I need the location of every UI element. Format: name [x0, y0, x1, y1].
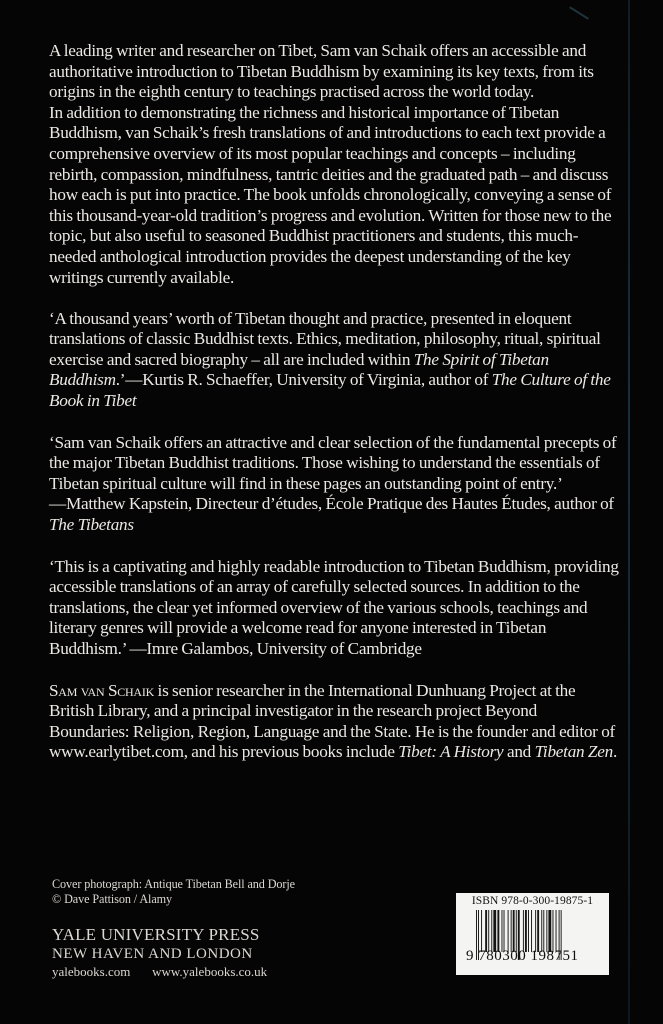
blurb-schaeffer — [49, 309, 619, 412]
blurb-quote-end: .’ — [115, 370, 126, 390]
barcode-bar — [553, 910, 554, 952]
barcode-bar — [516, 910, 517, 952]
blurb-attribution: —Imre Galambos, University of Cambridge — [125, 638, 422, 658]
book-spine-edge — [628, 0, 630, 1024]
barcode-bar — [485, 910, 487, 952]
description-paragraph-1: A leading writer and researcher on Tibet, Sam van Schaik offers an accessible and authoritative introduction to Tibetan Buddhism by examining its key texts, from its origins in the eighth century to teachings practised across the world today. — [49, 41, 594, 102]
barcode-bar — [511, 910, 512, 952]
barcode-bar — [513, 910, 515, 952]
cover-credit-line: Cover photograph: Antique Tibetan Bell and Dorje — [52, 877, 295, 891]
barcode-bar — [504, 910, 505, 952]
blurb-galambos — [49, 557, 619, 660]
back-cover-text — [49, 41, 619, 763]
author-name: Sam van Schaik — [49, 680, 154, 700]
barcode-bar — [531, 910, 532, 952]
blurb-attribution: —Kurtis R. Schaeffer, University of Virginia, author of — [125, 370, 492, 390]
barcode-bar — [523, 910, 524, 952]
barcode-bar — [528, 910, 529, 952]
book-title: The Spirit of Tibetan Buddhism — [49, 349, 549, 390]
book-title: The Tibetans — [49, 514, 134, 534]
book-title: The Culture of the Book in Tibet — [49, 370, 611, 410]
publisher-cities: NEW HAVEN AND LONDON — [52, 946, 253, 962]
blurb-quote: ‘Sam van Schaik offers an attractive and clear selection of the fundamental precepts of the major Tibetan Buddhist traditions. Those wishing to understand the essentials of Tibetan spiritual culture will find in these pages an outstanding point of entry.’ — [49, 432, 617, 493]
barcode-bar — [508, 910, 509, 952]
barcode-bar — [556, 910, 557, 952]
scan-speck — [569, 6, 589, 19]
barcode-bar — [481, 910, 482, 952]
cover-credit — [52, 877, 295, 906]
blurb-quote: ‘A thousand years’ worth of Tibetan thought and practice, presented in eloquent translations of classic Buddhist texts. Ethics, meditation, philosophy, ritual, spiritual exercise and sacred biography – all are included within — [49, 308, 601, 369]
publisher-websites: yalebooks.com www.yalebooks.co.uk — [52, 964, 268, 979]
blurb-kapstein — [49, 433, 619, 536]
barcode-bar — [491, 910, 492, 952]
isbn-label: ISBN 978-0-300-19875-1 — [471, 895, 594, 907]
publisher-block — [52, 925, 267, 979]
barcode-bar — [497, 910, 499, 952]
ean-digits: 9 780300 198751 — [466, 948, 579, 964]
bio-text: . — [612, 742, 618, 762]
barcode-bar — [535, 910, 536, 952]
bio-text: is senior researcher in the International Dunhuang Project at the British Library, and a principal investigator in the research project Beyond Boundaries: Religion, Region, Language and the State. He is the founder and editor of www.earlytibet.com, and his previous books include — [49, 680, 616, 762]
isbn-barcode — [456, 893, 609, 975]
barcode-bar — [493, 910, 496, 952]
publisher-name: YALE UNIVERSITY PRESS — [52, 925, 260, 944]
barcode-bar — [548, 910, 551, 952]
cover-credit-copyright: © Dave Pattison / Alamy — [52, 891, 173, 906]
barcode-bar — [543, 910, 544, 952]
book-title: Tibet: A History — [398, 742, 504, 762]
description-paragraph-2: In addition to demonstrating the richness and historical importance of Tibetan Buddhism, van Schaik’s fresh translations of and introductions to each text provide a comprehensive overview of its most popular teachings and concepts – including rebirth, compassion, mindfulness, tantric deities and the graduated path – and discuss how each is put into practice. The book unfolds chronologically, conveying a sense of this thousand-year-old tradition’s progress and evolution. Written for those new to the topic, but also useful to seasoned Buddhist practitioners and students, this much-needed anthological introduction provides the deepest understanding of the key writings currently available. — [49, 102, 612, 287]
barcode-bar — [502, 910, 503, 952]
barcode-bar — [525, 910, 527, 952]
blurb-quote: ‘This is a captivating and highly readable introduction to Tibetan Buddhism, providing accessible translations of an array of carefully selected sources. In addition to the translations, the clear yet informed overview of the various schools, teachings and literary genres will provide a welcome read for anyone interested in Tibetan Buddhism.’ — [49, 556, 619, 658]
barcode-bar — [488, 910, 489, 952]
book-title: Tibetan Zen — [534, 742, 613, 762]
barcode-bar — [537, 910, 539, 952]
author-bio — [49, 681, 619, 763]
bio-text: and — [503, 742, 535, 762]
blurb-attribution: —Matthew Kapstein, Directeur d’études, École Pratique des Hautes Études, author of — [49, 494, 614, 514]
barcode-bar — [541, 910, 542, 952]
barcode-bar — [546, 910, 547, 952]
